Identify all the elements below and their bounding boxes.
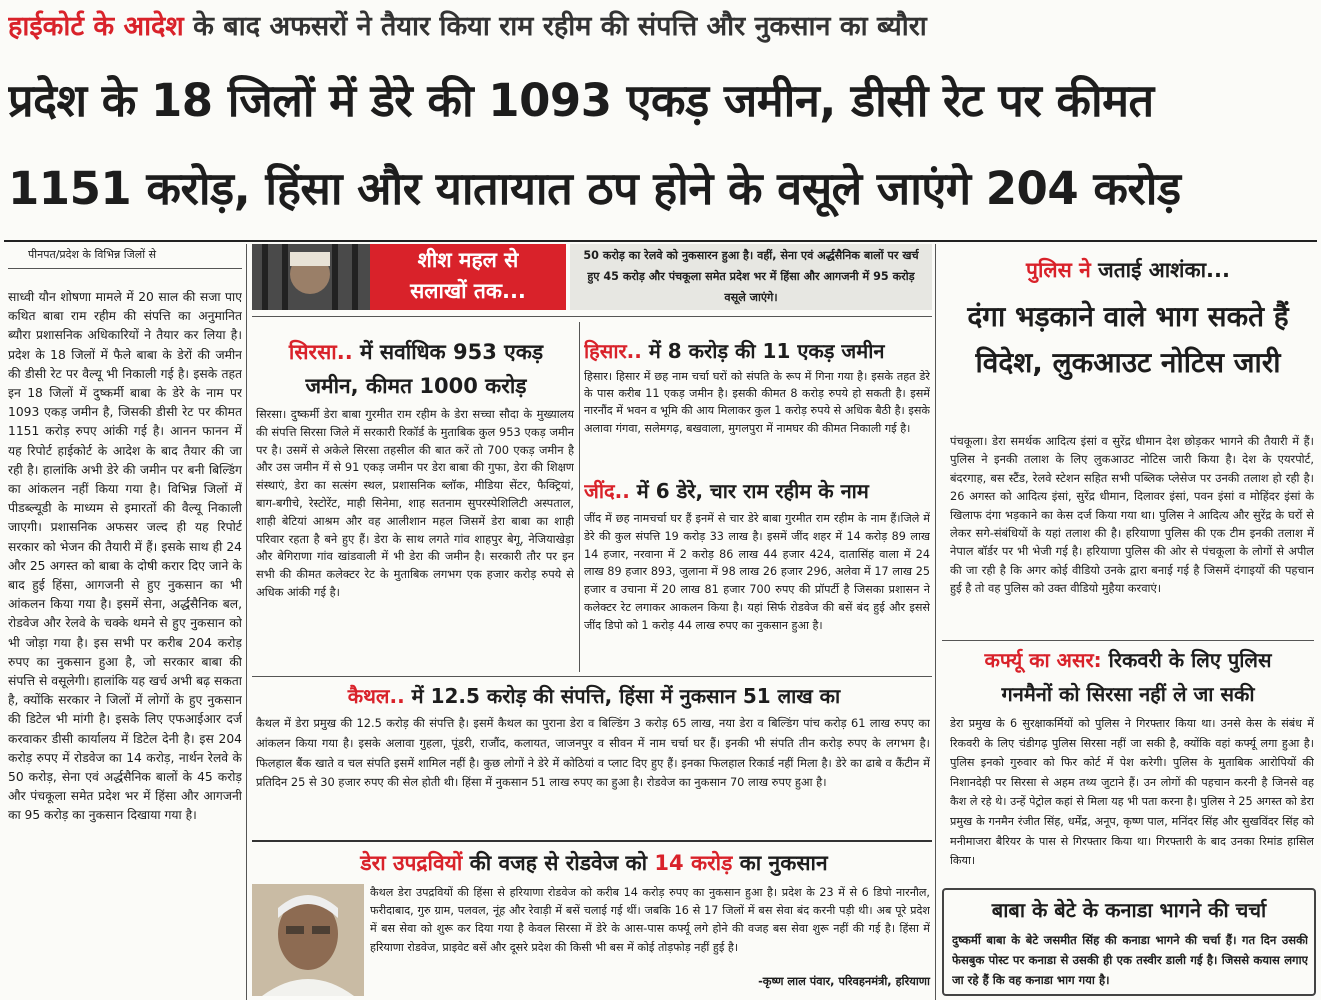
jind-heading: जींद.. में 6 डेरे, चार राम रहीम के नाम: [584, 479, 869, 503]
minister-photo: [252, 884, 364, 996]
roadways-byline: -कृष्ण लाल पंवार, परिवहनमंत्री, हरियाणा: [758, 974, 930, 988]
left-body: साध्वी यौन शोषणा मामले में 20 साल की सजा पाए कथित बाबा राम रहीम की संपत्ति का अनुमानित ब्यौरा प्रशासनिक अधिकारियों ने तैयार कर लिया है। प्रदेश के 18 जिलों में फैले बाबा के डेरों की जमीन की डीसी रेट पर वैल्यू भी निकाली गई है। इसके तहत इन 18 जिलों में दुष्कर्मी बाबा के डेरे के नाम पर 1093 एकड़ जमीन है, जिसकी डीसी रेट पर कीमत 1151 करोड़ रुपए आंकी गई है। आनन फानन में यह रिपोर्ट हाईकोर्ट के आदेश के बाद तैयार की जा रही है। हालांकि अभी डेरे की जमीन पर बनी बिल्डिंग का आंकलन नहीं किया गया है। विभिन्न जिलों में पीडब्ल्यूडी के माध्यम से इमारतों की वैल्यू निकाली जाएगी। प्रशासनिक अफसर जल्द ही यह रिपोर्ट सरकार को भेजन की तैयारी में हैं। इसके साथ ही 24 और 25 अगस्त को बाबा के दोषी करार दिए जाने के बाद हुई हिंसा, आगजनी से हुए नुकसान का भी आंकलन किया गया है। इसमें सेना, अर्द्धसैनिक बल, रोडवेज और रेलवे के चक्के थमने से हुए नुकसान को भी जोड़ा गया है। इस सभी पर करीब 204 करोड़ रुपए का नुकसान हुआ है, जो सरकार बाबा की संपत्ति से वसूलेगी। हालांकि यह खर्च अभी बढ़ सकता है, क्योंकि सरकार ने जिलों में लोगों के हुए नुकसान की डिटेल भी मांगी है। इसके लिए एफआईआर दर्ज करवाकर डीसी कार्यालय में डिटेल देनी है। इस 204 करोड़ रुपए में रोडवेज का 14 करोड़, नार्थन रेलवे के 50 करोड़, सेना एवं अर्द्धसैनिक बालों के 45 करोड़ और पंचकूला समेत प्रदेश भर में हिंसा और आगजनी का 95 करोड़ का नुकसान दिखाया गया है।: [8, 290, 242, 823]
sirsa-body: सिरसा। दुष्कर्मी डेरा बाबा गुरमीत राम रहीम के डेरा सच्चा सौदा के मुख्यालय की संपत्ति सिरसा जिले में सरकारी रिकॉर्ड के मुताबिक कुल 953 एकड़ जमीन पर है। उसमें से अकेले सिरसा तहसील की बात करें तो 700 एकड़ जमीन है और उस जमीन में से 91 एकड़ जमीन पर डेरा बाबा की गुफा, डेरा की शिक्षण संस्थाएं, डेरा का सत्संग स्थल, प्रशासनिक ब्लॉक, मीडिया सेंटर, फैक्ट्रियां, बाग-बगीचे, रेस्टोरेंट, माही सिनेमा, शाह सतनाम सुपरस्पेशिलिटी अस्पताल, शाही बेटियां आश्रम और वह आलीशान महल जिसमें डेरा बाबा का शाही परिवार रहता है बने हुए हैं। डेरा के साथ लगते गांव शाहपुर बेगू, नेजियाखेड़ा और बेगिराणा गांव खांडवाली में भी डेरा की जमीन है। सरकारी तौर पर इन सभी की कीमत कलेक्टर रेट के मुताबिक लगभग एक हजार करोड़ रुपये से अधिक आंकी गई है।: [256, 407, 574, 599]
column-rule: [579, 322, 580, 672]
dateline-rule: [8, 268, 242, 269]
rule: [252, 840, 932, 842]
minister-portrait-graphic: [252, 884, 364, 996]
rule: [252, 316, 932, 317]
hisar-heading: हिसार.. में 8 करोड़ की 11 एकड़ जमीन: [584, 339, 885, 363]
column-rule: [246, 244, 247, 1000]
dateline: पीनपत/प्रदेश के विभिन्न जिलों से: [28, 248, 157, 261]
jind-body: जींद में छह नामचर्चा घर हैं इनमें से चार डेरे बाबा गुरमीत राम रहीम के नाम हैं।जिले में डेरे की कुल संपत्ति 19 करोड़ 33 लाख है। इसमें जींद शहर में 14 करोड़ 89 लाख 14 हजार, नरवाना में 2 करोड़ 86 लाख 44 हजार 424, दातासिंह वाला में 24 लाख 89 हजार 893, जुलाना में 98 लाख 26 हजार 296, अलेवा में 17 लाख 25 हजार व उचाना में 20 लाख 81 हजार 700 रुपए की प्रॉपर्टी है जिसका प्रशासन ने कलेक्टर रेट लगाकर आकलन किया है। यहां सिर्फ रोडवेज की बसें बंद हुई और इससे जींद डिपो को 1 करोड़ 44 लाख रुपए का नुकसान हुआ है।: [584, 512, 930, 632]
hisar-body: हिसार। हिसार में छह नाम चर्चा घरों को संपति के रूप में गिना गया है। इसके तहत डेरे के पास करीब 11 एकड़ जमीन है। इसकी कीमत 8 करोड़ रुपये हो सकती है। इसमें नारनौंद में भवन व भूमि की आय मिलाकर कुल 1 करोड़ रुपये से अधिक बैठी है। इसके अलावा गंगवा, सलेमगढ़, बखवाला, मुगलपुरा में नामघर की कीमत निकाली गई है।: [584, 370, 930, 435]
headline-line-1: प्रदेश के 18 जिलों में डेरे की 1093 एकड़ जमीन, डीसी रेट पर कीमत: [8, 74, 1154, 127]
column-rule: [935, 244, 936, 1000]
police-body: पंचकूला। डेरा समर्थक आदित्य इंसां व सुरेंद्र धीमान देश छोड़कर भागने की तैयारी में हैं। पुलिस ने इनकी तलाश के लिए लुकआउट नोटिस जारी किया है। देश के एयरपोर्ट, बंदरगाह, बस स्टैंड, रेलवे स्टेशन सहित सभी पब्लिक प्लेसेज पर उनकी तलाश हो रही है। 26 अगस्त को आदित्य इंसां, सुरेंद्र धीमान, दिलावर इंसां, पवन इंसां व मोहिंदर इंसां के खिलाफ दंगा भड़काने का केस दर्ज किया गया था। पुलिस ने आदित्य और सुरेंद्र के घरों से लेकर सगे-संबंधियों के यहां तलाश की है। हरियाणा पुलिस की एक टीम इनकी तलाश में नेपाल बॉर्डर पर भी भेजी गई है। हरियाणा पुलिस की ओर से पंचकूला के लोगों से अपील की जा रही है कि अगर कोई वीडियो उनके द्वारा बनाई गई है जिसमें दंगाइयों की पहचान हुई है तो वह पुलिस को उक्त वीडियो मुहैया करवाएं।: [950, 434, 1314, 596]
police-heading-1: दंगा भड़काने वाले भाग सकते हैं: [967, 300, 1289, 333]
police-kicker: पुलिस ने जताई आशंका...: [1026, 258, 1230, 282]
sirsa-heading: सिरसा.. में सर्वाधिक 953 एकड़: [288, 340, 544, 364]
jail-bars-graphic: [252, 244, 370, 310]
kicker: हाईकोर्ट के आदेश के बाद अफसरों ने तैयार किया राम रहीम की संपत्ति और नुकसान का ब्यौरा: [8, 11, 927, 42]
rule: [252, 676, 932, 677]
kaithal-heading: कैथल.. में 12.5 करोड़ की संपत्ति, हिंसा में नुकसान 51 लाख का: [347, 684, 841, 708]
canada-body: दुष्कर्मी बाबा के बेटे जसमीत सिंह की कनाडा भागने की चर्चा हैं। गत दिन उसकी फेसबुक पोस्ट पर कनाडा से उसकी ही एक तस्वीर डाली गई है। जिससे कयास लगाए जा रहे हैं कि वह कनाडा भाग गया है।: [952, 933, 1308, 987]
top-rule: [4, 240, 1317, 242]
curfew-heading-2: गनमैनों को सिरसा नहीं ले जा सकी: [1001, 682, 1255, 706]
kaithal-body: कैथल में डेरा प्रमुख की 12.5 करोड़ की संपत्ति है। इसमें कैथल का पुराना डेरा व बिल्डिंग 3 करोड़ 65 लाख, नया डेरा व बिल्डिंग पांच करोड़ 61 लाख रुपए का आंकलन किया गया है। इसके अलावा गुहला, पूंडरी, राजौंद, कलायत, जाजनपुर व सीवन में नाम चर्चा घर हैं। इनकी भी संपति तीन करोड़ रुपए के लगभग है। फिलहाल बैंक खाते व चल संपति इसमें शामिल नहीं है। कुछ लोगों ने डेरे में कोठियां व प्लाट दिए हुए हैं। इनका फिलहाल रिकार्ड नहीं मिला है। डेरे का ढाबे व कैंटीन में प्रतिदिन 25 से 30 हजार रुपए की सेल होती थी। हिंसा में नुकसान 51 लाख रुपए का हुआ है। रोडवेज का नुकसान 70 लाख रुपए हुआ है।: [256, 716, 930, 790]
sirsa-heading-2: जमीन, कीमत 1000 करोड़: [305, 374, 527, 398]
sheesh-mahal-box: शीश महल से सलाखों तक...: [370, 244, 566, 310]
headline-line-2: 1151 करोड़, हिंसा और यातायात ठप होने के वसूले जाएंगे 204 करोड़: [8, 162, 1181, 215]
roadways-body: कैथल डेरा उपद्रवियों की हिंसा से हरियाणा रोडवेज को करीब 14 करोड़ रुपए का नुकसान हुआ है। प्रदेश के 23 में से 6 डिपो नारनौल, फरीदाबाद, गुरु ग्राम, पलवल, नूंह और रेवाड़ी में बसें चलाई गई थीं। जबकि 16 से 17 जिलों में बस सेवा बंद करनी पड़ी थी। अब पूरे प्रदेश में बस सेवा को शुरू कर दिया गया है केवल सिरसा में डेरे के आस-पास कर्फ्यू लगे होने की वजह बस सेवा शुरू नहीं की गई है। हिंसा में हरियाणा रोडवेज, प्राइवेट बसें और दूसरे प्रदेश की किसी भी बस में कोई तोड़फोड़ नहीं हुई है।: [370, 886, 930, 954]
curfew-body: डेरा प्रमुख के 6 सुरक्षाकर्मियों को पुलिस ने गिरफ्तार किया था। उनसे केस के संबंध में रिकवरी के लिए चंडीगढ़ पुलिस सिरसा नहीं जा सकी है, क्योंकि वहां कर्फ्यू लगा हुआ है। पुलिस इनको गुरुवार को फिर कोर्ट में पेश करेगी। पुलिस के मुताबिक आरोपियों की निशानदेही पर सिरसा से अहम तथ्य जुटाने हैं। उन लोगों की पहचान करनी है जिनसे वह कैश ले रहे थे। उन्हें पेट्रोल कहां से मिला यह भी पता करना है। पुलिस ने 25 अगस्त को डेरा प्रमुख के गनमैन रंजीत सिंह, धर्मेंद्र, अनूप, कृष्ण पाल, मनिंदर सिंह और सुखविंदर सिंह को मनीमाजरा बैरियर के पास से गिरफ्तार किया था। गिरफ्तारी के बाद उनका रिमांड हासिल किया।: [950, 717, 1314, 868]
sheesh-blurb: 50 करोड़ का रेलवे को नुकसारन हुआ है। वहीं, सेना एवं अर्द्धसैनिक बालों पर खर्च हुए 45 करोड़ और पंचकूला समेत प्रदेश भर में हिंसा और आगजनी में 95 करोड़ वसूले जाएंगे।: [570, 244, 932, 310]
jail-photo: [252, 244, 370, 310]
canada-heading: बाबा के बेटे के कनाडा भागने की चर्चा: [991, 898, 1267, 922]
police-heading-2: विदेश, लुकआउट नोटिस जारी: [975, 346, 1281, 379]
roadways-heading: डेरा उपद्रवियों की वजह से रोडवेज को 14 करोड़ का नुकसान: [360, 851, 828, 875]
curfew-heading: कर्फ्यू का असर: रिकवरी के लिए पुलिस: [984, 648, 1272, 672]
rule: [942, 640, 1314, 641]
